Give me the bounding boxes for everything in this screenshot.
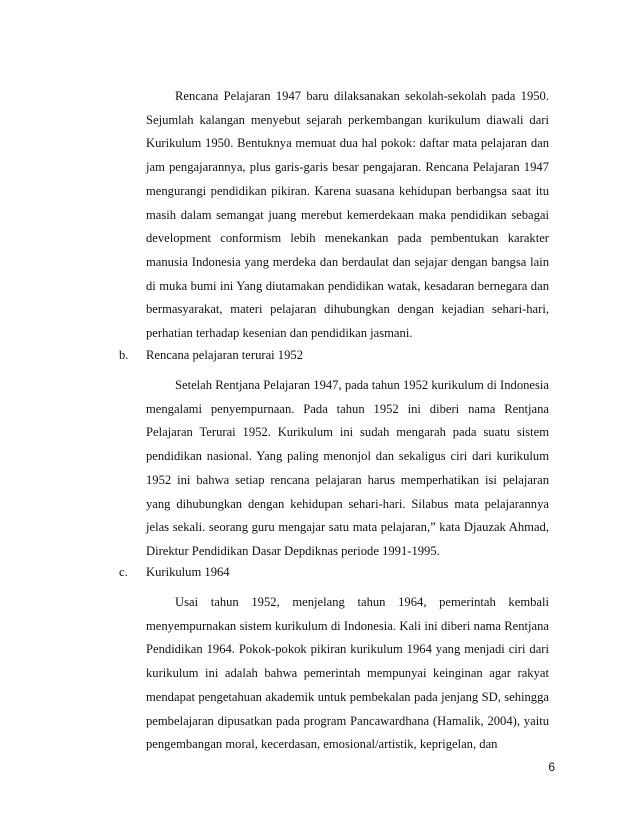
section-heading-b xyxy=(119,344,303,368)
section-heading-c xyxy=(119,561,230,585)
paragraph-section-b: Setelah Rentjana Pelajaran 1947, pada tahun 1952 kurikulum di Indonesia mengalami penyempurnaan. Pada tahun 1952 ini diberi nama Rentjana Pelajaran Terurai 1952. Kurikulum ini sudah mengarah pada suatu sistem pendidikan nasional. Yang paling menonjol dan sekaligus ciri dari kurikulum 1952 ini bahwa setiap rencana pelajaran harus memperhatikan isi pelajaran yang dihubungkan dengan kehidupan sehari-hari. Silabus mata pelajarannya jelas sekali. seorang guru mengajar satu mata pelajaran,” kata Djauzak Ahmad, Direktur Pendidikan Dasar Depdiknas periode 1991-1995. xyxy=(146,378,549,558)
list-marker-c: c. xyxy=(119,565,128,579)
section-title-b: Rencana pelajaran terurai 1952 xyxy=(146,348,303,362)
paragraph-intro: Rencana Pelajaran 1947 baru dilaksanakan sekolah-sekolah pada 1950. Sejumlah kalangan menyebut sejarah perkembangan kurikulum diawali dari Kurikulum 1950. Bentuknya memuat dua hal pokok: daftar mata pelajaran dan jam pengajarannya, plus garis-garis besar pengajaran. Rencana Pelajaran 1947 mengurangi pendidikan pikiran. Karena suasana kehidupan berbangsa saat itu masih dalam semangat juang merebut kemerdekaan maka pendidikan sebagai development conformism lebih menekankan pada pembentukan karakter manusia Indonesia yang merdeka dan berdaulat dan sejajar dengan bangsa lain di muka bumi ini Yang diutamakan pendidikan watak, kesadaran bernegara dan bermasyarakat, materi pelajaran dihubungkan dengan kejadian sehari-hari, perhatian terhadap kesenian dan pendidikan jasmani. xyxy=(146,89,549,341)
page-number: 6 xyxy=(548,760,555,774)
list-marker-b: b. xyxy=(119,348,129,362)
section-title-c: Kurikulum 1964 xyxy=(146,565,230,579)
paragraph-section-c: Usai tahun 1952, menjelang tahun 1964, pemerintah kembali menyempurnakan sistem kurikulum di Indonesia. Kali ini diberi nama Rentjana Pendidikan 1964. Pokok-pokok pikiran kurikulum 1964 yang menjadi ciri dari kurikulum ini adalah bahwa pemerintah mempunyai keinginan agar rakyat mendapat pengetahuan akademik untuk pembekalan pada jenjang SD, sehingga pembelajaran dipusatkan pada program Pancawardhana (Hamalik, 2004), yaitu pengembangan moral, kecerdasan, emosional/artistik, keprigelan, dan xyxy=(146,595,549,752)
